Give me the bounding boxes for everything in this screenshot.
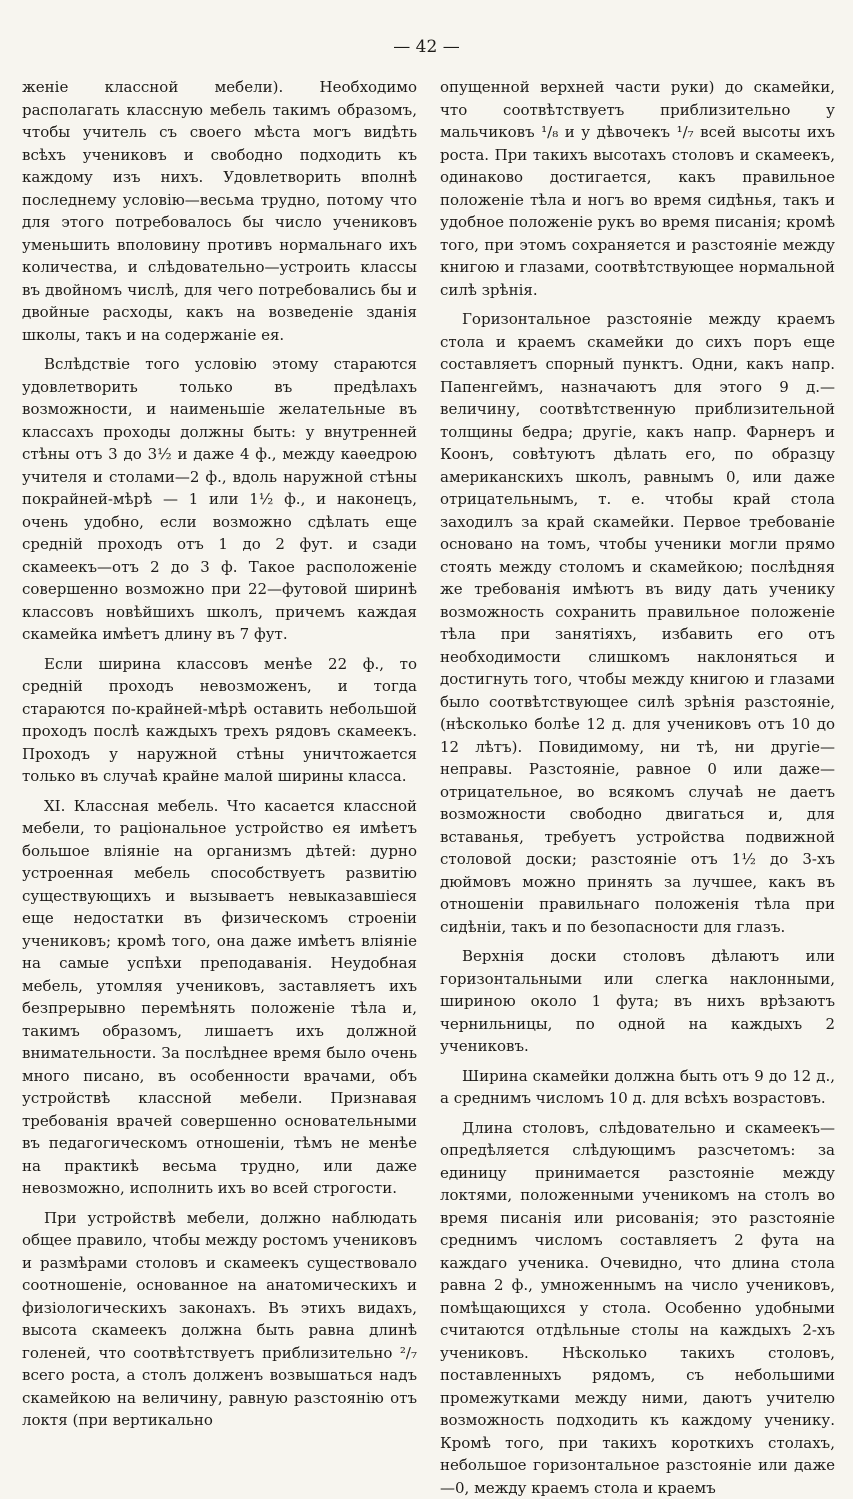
paragraph: Ширина скамейки должна быть отъ 9 до 12 д., а среднимъ числомъ 10 д. для всѣхъ возрастовъ. [440,1065,835,1110]
right-column [440,76,835,1499]
left-column [22,76,417,1432]
paragraph: Вслѣдствіе того условію этому стараются удовлетворить только въ предѣлахъ возможности, и наименьшіе желательные въ классахъ проходы должны быть: у внутренней стѣны отъ 3 до 3½ и даже 4 ф., между каѳедрою учителя и столами—2 ф., вдоль наружной стѣны покрайней-мѣрѣ — 1 или 1½ ф., и наконецъ, очень удобно, если возможно сдѣлать еще средній проходъ отъ 1 до 2 фут. и сзади скамеекъ—отъ 2 до 3 ф. Такое расположеніе совершенно возможно при 22—футовой ширинѣ классовъ новѣйшихъ школъ, причемъ каждая скамейка имѣетъ длину въ 7 фут. [22,353,417,646]
paragraph: Верхнія доски столовъ дѣлаютъ или горизонтальными или слегка наклонными, шириною около 1 фута; въ нихъ врѣзаютъ чернильницы, по одной на каждыхъ 2 учениковъ. [440,945,835,1058]
paragraph: женіе классной мебели). Необходимо располагать классную мебель такимъ образомъ, чтобы учитель съ своего мѣста могъ видѣть всѣхъ учениковъ и свободно подходить къ каждому изъ нихъ. Удовлетворить вполнѣ последнему условію—весьма трудно, потому что для этого потребовалось бы число учениковъ уменьшить вполовину противъ нормальнаго ихъ количества, и слѣдовательно—устроить классы въ двойномъ числѣ, для чего потребовались бы и двойные расходы, какъ на возведеніе зданія школы, такъ и на содержаніе ея. [22,76,417,346]
paragraph: При устройствѣ мебели, должно наблюдать общее правило, чтобы между ростомъ учениковъ и размѣрами столовъ и скамеекъ существовало соотношеніе, основанное на анатомическихъ и физіологическихъ законахъ. Въ этихъ видахъ, высота скамеекъ должна быть равна длинѣ голеней, что соотвѣтствуетъ приблизительно ²/₇ всего роста, а столъ долженъ возвышаться надъ скамейкою на величину, равную разстоянію отъ локтя (при вертикально [22,1207,417,1432]
paragraph: опущенной верхней части руки) до скамейки, что соотвѣтствуетъ приблизительно у мальчиковъ ¹/₈ и у дѣвочекъ ¹/₇ всей высоты ихъ роста. При такихъ высотахъ столовъ и скамеекъ, одинаково достигается, какъ правильное положеніе тѣла и ногъ во время сидѣнья, такъ и удобное положеніе рукъ во время писанія; кромѣ того, при этомъ сохраняется и разстояніе между книгою и глазами, соотвѣтствующее нормальной силѣ зрѣнія. [440,76,835,301]
paragraph: Горизонтальное разстояніе между краемъ стола и краемъ скамейки до сихъ поръ еще составляетъ спорный пунктъ. Одни, какъ напр. Папенгеймъ, назначаютъ для этого 9 д.—величину, соотвѣтственную приблизительной толщины бедра; другіе, какъ напр. Фарнеръ и Коонъ, совѣтуютъ дѣлать его, по образцу американскихъ школъ, равнымъ 0, или даже отрицательнымъ, т. е. чтобы край стола заходилъ за край скамейки. Первое требованіе основано на томъ, чтобы ученики могли прямо стоять между столомъ и скамейкою; послѣдняя же требованія имѣютъ въ виду дать ученику возможность сохранить правильное положеніе тѣла при занятіяхъ, избавить его отъ необходимости слишкомъ наклоняться и достигнуть того, чтобы между книгою и глазами было соотвѣтствующее силѣ зрѣнія разстояніе, (нѣсколько болѣе 12 д. для учениковъ отъ 10 до 12 лѣтъ). Повидимому, ни тѣ, ни другіе—неправы. Разстояніе, равное 0 или даже—отрицательное, во всякомъ случаѣ не даетъ возможности свободно двигаться и, для вставанья, требуетъ устройства подвижной столовой доски; разстояніе отъ 1½ до 3-хъ дюймовъ можно принять за лучшее, какъ въ отношеніи правильнаго положенія тѣла при сидѣніи, такъ и по безопасности для глазъ. [440,308,835,938]
page-number: — 42 — [0,36,853,58]
paragraph: Длина столовъ, слѣдовательно и скамеекъ—опредѣляется слѣдующимъ разсчетомъ: за единицу принимается разстояніе между локтями, положенными ученикомъ на столъ во время писанія или рисованія; это разстояніе среднимъ числомъ составляетъ 2 фута на каждаго ученика. Очевидно, что длина стола равна 2 ф., умноженнымъ на число учениковъ, помѣщающихся у стола. Особенно удобными считаются отдѣльные столы на каждыхъ 2-хъ учениковъ. Нѣсколько такихъ столовъ, поставленныхъ рядомъ, съ небольшими промежутками между ними, даютъ учителю возможность подходить къ каждому ученику. Кромѣ того, при такихъ короткихъ столахъ, небольшое горизонтальное разстояніе или даже—0, между краемъ стола и краемъ [440,1117,835,1499]
paragraph: Если ширина классовъ менѣе 22 ф., то средній проходъ невозможенъ, и тогда стараются по-крайней-мѣрѣ оставить небольшой проходъ послѣ каждыхъ трехъ рядовъ скамеекъ. Проходъ у наружной стѣны уничтожается только въ случаѣ крайне малой ширины класса. [22,653,417,788]
paragraph: XI. Классная мебель. Что касается классной мебели, то раціональное устройство ея имѣетъ большое вліяніе на организмъ дѣтей: дурно устроенная мебель способствуетъ развитію существующихъ и вызываетъ невыказавшіеся еще недостатки въ физическомъ строеніи учениковъ; кромѣ того, она даже имѣетъ вліяніе на самые успѣхи преподаванія. Неудобная мебель, утомляя учениковъ, заставляетъ ихъ безпрерывно перемѣнять положеніе тѣла и, такимъ образомъ, лишаетъ ихъ должной внимательности. За послѣднее время было очень много писано, въ особенности врачами, объ устройствѣ классной мебели. Признавая требованія врачей совершенно основательными въ педагогическомъ отношеніи, тѣмъ не менѣе на практикѣ весьма трудно, или даже невозможно, исполнить ихъ во всей строгости. [22,795,417,1200]
